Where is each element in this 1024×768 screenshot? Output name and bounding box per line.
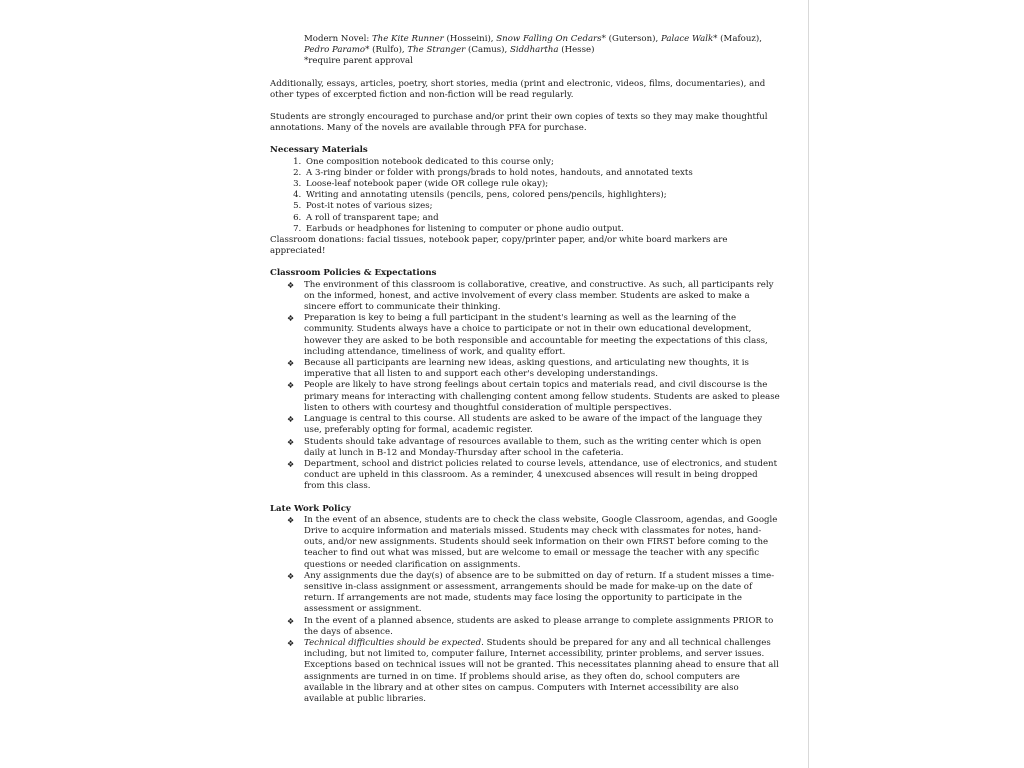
novel-title: The Kite Runner — [371, 34, 444, 44]
list-item: ❖ In the event of a planned absence, students are asked to please arrange to complete assignments PRIOR to the days of absence. — [304, 616, 780, 638]
purchase-paragraph: Students are strongly encouraged to purchase and/or print their own copies of texts so they may make thoughtful annotations. Many of the novels are available through PFA for purchase. — [270, 112, 768, 134]
novel-author: (Hesse) — [558, 45, 595, 56]
novel-list — [270, 34, 780, 68]
list-item — [304, 638, 780, 705]
novel-title: The Stranger — [407, 45, 466, 56]
list-item: ❖ Preparation is key to being a full participant in the student's learning as well as the learning of the community. Students always have a choice to participate or not in their own educational development, however they are asked to be both responsible and accountable for meeting the expectations of this class, including attendance, timeliness of work, and quality effort. — [304, 313, 780, 358]
policies-list — [270, 280, 780, 493]
readings-paragraph: Additionally, essays, articles, poetry, short stories, media (print and electronic, videos, films, documentaries), and other types of excerpted fiction and non-fiction will be read regularly. — [270, 78, 766, 100]
donations-note: Classroom donations: facial tissues, notebook paper, copy/printer paper, and/or white board markers are appreciated! — [270, 235, 728, 257]
list-item: 4. Writing and annotating utensils (pencils, pens, colored pens/pencils, highlighters); — [304, 190, 780, 201]
list-item: ❖ In the event of an absence, students are to check the class website, Google Classroom, agendas, and Google Drive to acquire information and materials missed. Students may check with classmates for notes, hand-outs, and/or new assignments. Students should seek information on their own FIRST before coming to the teacher to find out what was missed, but are welcome to email or message the teacher with any specific questions or needed clarification on assignments. — [304, 515, 780, 571]
materials-heading: Necessary Materials — [270, 145, 368, 156]
novel-author: (Guterson), — [605, 34, 661, 44]
list-item: 7. Earbuds or headphones for listening to computer or phone audio output. — [304, 224, 780, 235]
novel-title: Siddhartha — [509, 45, 559, 56]
novel-title: Pedro Paramo* — [304, 45, 370, 56]
list-item: ❖ Language is central to this course. All students are asked to be aware of the impact of the language they use, preferably opting for formal, academic register. — [304, 414, 780, 436]
list-item: ❖ Because all participants are learning new ideas, asking questions, and articulating new thoughts, it is imperative that all listen to and support each other's developing understandings. — [304, 358, 780, 380]
policies-heading: Classroom Policies & Expectations — [270, 268, 437, 279]
novel-author: (Rulfo), — [369, 45, 408, 56]
novel-title: Palace Walk* — [660, 34, 718, 44]
page-edge-divider — [808, 0, 809, 768]
list-item: 1. One composition notebook dedicated to this course only; — [304, 157, 780, 168]
list-item: ❖ The environment of this classroom is collaborative, creative, and constructive. As such, all participants rely on the informed, honest, and active involvement of every class member. Students are asked to make a sincere effort to communicate their thinking. — [304, 280, 780, 314]
novel-title: Snow Falling On Cedars* — [496, 34, 606, 44]
materials-list — [270, 157, 780, 235]
novel-list-line — [304, 34, 780, 56]
novel-list-label: Modern Novel: — [304, 34, 370, 44]
list-item: 3. Loose-leaf notebook paper (wide OR college rule okay); — [304, 179, 780, 190]
list-item: 6. A roll of transparent tape; and — [304, 213, 780, 224]
parent-approval-note: *require parent approval — [304, 56, 413, 67]
novel-author: (Hosseini), — [443, 34, 497, 44]
list-item: ❖ Students should take advantage of resources available to them, such as the writing center which is open daily at lunch in B-12 and Monday-Thursday after school in the cafeteria. — [304, 437, 780, 459]
list-item: ❖ Any assignments due the day(s) of absence are to be submitted on day of return. If a student misses a time-sensitive in-class assignment or assessment, arrangements should be made for make-up on the date of return. If arrangements are not made, students may face losing the opportunity to participate in the assessment or assignment. — [304, 571, 780, 616]
tech-difficulties-lead: Technical difficulties should be expected. — [304, 637, 484, 648]
tech-difficulties-text: Students should be prepared for any and all technical challenges including, but not limited to, computer failure, Internet accessibility, printer problems, and server issues. Exceptions based on technical issues will not be granted. This necessitates planning ahead to ensure that all assignments are turned in on time. If problems should arise, as they often do, school computers are available in the library and at other sites on campus. Computers with Internet accessibility are also available at public libraries. — [304, 637, 779, 704]
novel-author: (Mafouz), — [717, 34, 762, 44]
list-item: ❖ Department, school and district policies related to course levels, attendance, use of electronics, and student conduct are upheld in this classroom. As a reminder, 4 unexcused absences will result in being dropped from this class. — [304, 459, 780, 493]
list-item: 2. A 3-ring binder or folder with prongs/brads to hold notes, handouts, and annotated texts — [304, 168, 780, 179]
list-item: 5. Post-it notes of various sizes; — [304, 201, 780, 212]
list-item: ❖ People are likely to have strong feelings about certain topics and materials read, and civil discourse is the primary means for interacting with challenging content among fellow students. Students are asked to please listen to others with courtesy and thoughtful consideration of multiple perspectives. — [304, 380, 780, 414]
late-work-heading: Late Work Policy — [270, 503, 351, 514]
document-body — [270, 34, 780, 705]
late-work-list — [270, 515, 780, 705]
novel-author: (Camus), — [465, 45, 510, 56]
